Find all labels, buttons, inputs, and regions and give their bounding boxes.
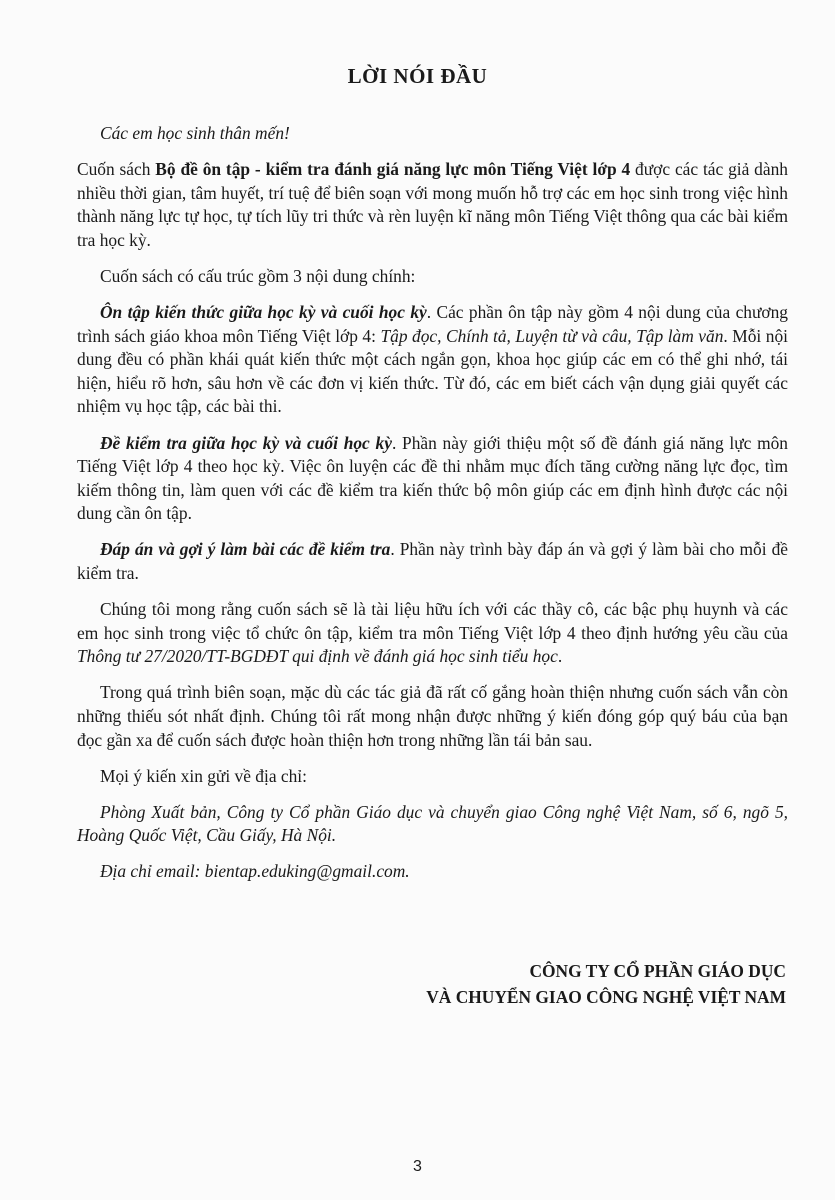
paragraph-contact: Mọi ý kiến xin gửi về địa chỉ:	[100, 765, 307, 786]
p6-text-a: Chúng tôi mong rằng cuốn sách sẽ là tài liệu hữu ích với các thầy cô, các bậc phụ huynh và các em học sinh trong việc tổ chức ôn tập, kiểm tra môn Tiếng Việt lớp 4 theo định hướng yêu cầu của	[77, 599, 788, 643]
address: Phòng Xuất bản, Công ty Cổ phần Giáo dục và chuyển giao Công nghệ Việt Nam, số 6, ngõ 5, Hoàng Quốc Việt, Cầu Giấy, Hà Nội.	[77, 801, 788, 846]
book-title: Bộ đề ôn tập - kiểm tra đánh giá năng lực môn Tiếng Việt lớp 4	[155, 159, 631, 180]
p1-text-b: được các tác giả dành nhiều thời gian, tâm huyết, trí tuệ để biên soạn với mong muốn hỗ trợ các em học sinh trong việc hình thành năng lực tự học, tự tích lũy tri thức và rèn luyện kĩ năng môn Tiếng Việt thông qua các bài kiểm tra học kỳ.	[77, 159, 788, 250]
paragraph-feedback: Trong quá trình biên soạn, mặc dù các tác giả đã rất cố gắng hoàn thiện nhưng cuốn sách vẫn còn những thiếu sót nhất định. Chúng tôi rất mong nhận được những ý kiến đóng góp quý báu của bạn đọc gần xa để cuốn sách được hoàn thiện hơn trong những lần tái bản sau.	[77, 682, 788, 750]
paragraph-answers	[77, 538, 788, 585]
paragraph-tests	[77, 432, 788, 526]
paragraph-intro	[77, 158, 788, 252]
p3-text-b: . Mỗi nội dung đều có phần khái quát kiến thức một cách ngắn gọn, khoa học giúp các em có thể ghi nhớ, tái hiện, hiểu rõ hơn, sâu hơn về các đơn vị kiến thức. Từ đó, các em biết cách vận dụng giải quyết các nhiệm vụ học tập, các bài thi.	[77, 325, 788, 417]
signature-line-1: CÔNG TY CỔ PHẦN GIÁO DỤC	[529, 961, 786, 981]
page-number: 3	[413, 1158, 422, 1175]
paragraph-structure: Cuốn sách có cấu trúc gồm 3 nội dung chính:	[100, 265, 416, 286]
body-text	[77, 122, 788, 897]
section-review-heading: Ôn tập kiến thức giữa học kỳ và cuối học kỳ	[100, 302, 427, 323]
section-answers-heading: Đáp án và gợi ý làm bài các đề kiểm tra	[100, 539, 391, 560]
salutation: Các em học sinh thân mến!	[100, 123, 290, 143]
section-tests-heading: Đề kiểm tra giữa học kỳ và cuối học kỳ	[100, 432, 392, 453]
page-title: LỜI NÓI ĐẦU	[347, 64, 488, 88]
p5-text-a: . Phần này trình bày đáp án và gợi ý làm bài cho mỗi đề kiểm tra.	[77, 539, 788, 583]
p4-text-a: . Phần này giới thiệu một số đề đánh giá năng lực môn Tiếng Việt lớp 4 theo học kỳ. Việc ôn luyện các đề thi nhằm mục đích tăng cường năng lực đọc, tìm kiếm thông tin, làm quen với các đề kiểm tra kiến thức bộ môn giúp các em định hình được các nội dung cần ôn tập.	[77, 432, 788, 524]
paragraph-review	[77, 301, 788, 419]
circular-reference: Thông tư 27/2020/TT-BGDĐT qui định về đánh giá học sinh tiểu học	[77, 646, 558, 667]
p1-text-a: Cuốn sách	[77, 159, 156, 180]
email-line: Địa chỉ email: bientap.eduking@gmail.com.	[100, 861, 410, 882]
p3-text-a: . Các phần ôn tập này gồm 4 nội dung của chương trình sách giáo khoa môn Tiếng Việt lớp 4:	[77, 302, 788, 346]
signature-block	[426, 958, 786, 1010]
p6-text-b: .	[557, 646, 563, 667]
signature-line-2: VÀ CHUYỂN GIAO CÔNG NGHỆ VIỆT NAM	[426, 987, 786, 1007]
p3-subjects: Tập đọc, Chính tả, Luyện từ và câu, Tập làm văn	[380, 325, 724, 346]
paragraph-hope	[77, 598, 788, 669]
